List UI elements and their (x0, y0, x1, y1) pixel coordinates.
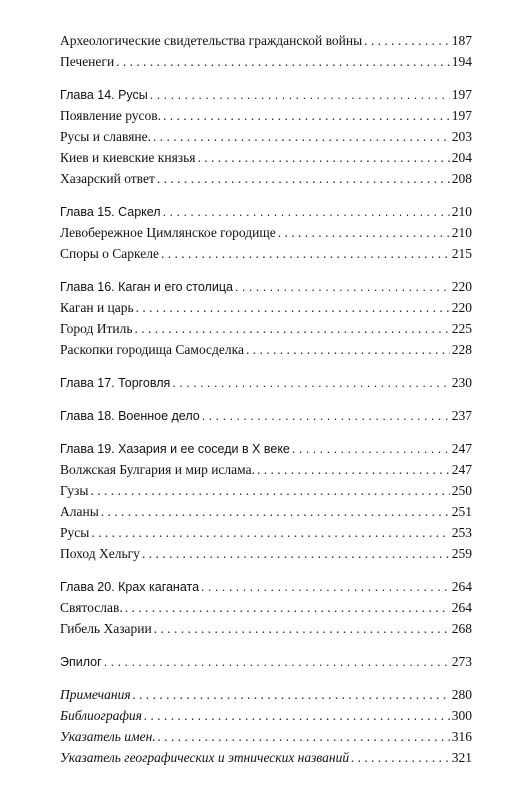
toc-chapter-entry (60, 84, 472, 105)
toc-entry-title: Святослав. (60, 600, 123, 615)
toc-entry-title: Появление русов. (60, 108, 162, 123)
dot-leader (133, 684, 450, 705)
dot-leader (136, 297, 450, 318)
section-gap (60, 360, 472, 372)
dot-leader (116, 51, 450, 72)
toc-section-entry (60, 597, 472, 618)
section-gap (60, 564, 472, 576)
toc-section-entry (60, 297, 472, 318)
toc-section-entry (60, 543, 472, 564)
dot-leader (202, 406, 450, 427)
toc-entry-title: Каган и царь (60, 300, 134, 315)
toc-entry-title: Споры о Саркеле (60, 246, 159, 261)
toc-section-entry (60, 168, 472, 189)
toc-section-entry (60, 480, 472, 501)
dot-leader (364, 30, 450, 51)
toc-section-entry (60, 105, 472, 126)
toc-entry-page-number: 194 (451, 54, 472, 69)
dot-leader (161, 243, 450, 264)
toc-chapter-entry (60, 405, 472, 426)
toc-entry-page-number: 225 (451, 321, 472, 336)
toc-entry-title: Русы (60, 525, 90, 540)
toc-entry-page-number: 247 (451, 441, 472, 456)
toc-entry-title: Русы и славяне. (60, 129, 152, 144)
toc-entry-page-number: 273 (451, 654, 472, 669)
dot-leader (163, 105, 450, 126)
toc-entry-title: Эпилог (60, 655, 102, 669)
dot-leader (172, 373, 449, 394)
toc-entry-page-number: 259 (451, 546, 472, 561)
toc-entry-page-number: 251 (451, 504, 472, 519)
toc-entry-page-number: 215 (451, 246, 472, 261)
table-of-contents (60, 30, 472, 768)
dot-leader (201, 577, 450, 598)
toc-entry-page-number: 316 (451, 729, 472, 744)
section-gap (60, 189, 472, 201)
toc-entry-page-number: 321 (451, 750, 472, 765)
toc-chapter-entry (60, 276, 472, 297)
toc-chapter-entry (60, 651, 472, 672)
toc-entry-page-number: 197 (451, 108, 472, 123)
toc-entry-title: Город Итиль (60, 321, 133, 336)
toc-entry-page-number: 210 (451, 204, 472, 219)
dot-leader (157, 168, 450, 189)
toc-entry-title: Глава 19. Хазария и ее соседи в X веке (60, 442, 290, 456)
section-gap (60, 393, 472, 405)
toc-chapter-entry (60, 576, 472, 597)
toc-entry-page-number: 253 (451, 525, 472, 540)
toc-entry-title: Глава 14. Русы (60, 88, 148, 102)
toc-chapter-entry (60, 372, 472, 393)
toc-entry-page-number: 204 (451, 150, 472, 165)
toc-appendix-entry (60, 747, 472, 768)
toc-entry-title: Археологические свидетельства гражданской войны (60, 33, 363, 48)
dot-leader (104, 652, 450, 673)
toc-entry-title: Глава 18. Военное дело (60, 409, 200, 423)
toc-entry-title: Библиография (60, 708, 142, 723)
toc-entry-page-number: 220 (451, 300, 472, 315)
toc-appendix-entry (60, 726, 472, 747)
toc-section-entry (60, 459, 472, 480)
toc-entry-title: Печенеги (60, 54, 115, 69)
toc-entry-page-number: 300 (451, 708, 472, 723)
dot-leader (90, 480, 449, 501)
toc-section-entry (60, 339, 472, 360)
dot-leader (197, 147, 449, 168)
toc-entry-page-number: 208 (451, 171, 472, 186)
toc-entry-page-number: 280 (451, 687, 472, 702)
dot-leader (351, 747, 450, 768)
dot-leader (246, 339, 450, 360)
toc-entry-title: Поход Хельгу (60, 546, 140, 561)
toc-entry-title: Левобережное Цимлянское городище (60, 225, 276, 240)
dot-leader (153, 126, 450, 147)
toc-entry-page-number: 264 (451, 579, 472, 594)
toc-entry-title: Примечания (60, 687, 131, 702)
toc-section-entry (60, 618, 472, 639)
toc-entry-page-number: 230 (451, 375, 472, 390)
dot-leader (278, 222, 450, 243)
dot-leader (235, 277, 450, 298)
toc-entry-page-number: 250 (451, 483, 472, 498)
toc-entry-page-number: 210 (451, 225, 472, 240)
dot-leader (257, 459, 450, 480)
toc-entry-title: Гибель Хазарии (60, 621, 152, 636)
toc-entry-page-number: 197 (451, 87, 472, 102)
toc-chapter-entry (60, 438, 472, 459)
toc-entry-page-number: 203 (451, 129, 472, 144)
section-gap (60, 72, 472, 84)
dot-leader (101, 501, 450, 522)
dot-leader (292, 439, 450, 460)
toc-chapter-entry (60, 201, 472, 222)
dot-leader (135, 318, 450, 339)
toc-entry-title: Глава 17. Торговля (60, 376, 171, 390)
toc-entry-page-number: 220 (451, 279, 472, 294)
toc-appendix-entry (60, 705, 472, 726)
section-gap (60, 672, 472, 684)
toc-section-entry (60, 51, 472, 72)
toc-entry-title: Волжская Булгария и мир ислама. (60, 462, 255, 477)
toc-section-entry (60, 222, 472, 243)
toc-entry-page-number: 228 (451, 342, 472, 357)
toc-entry-title: Раскопки городища Самосделка (60, 342, 244, 357)
toc-section-entry (60, 501, 472, 522)
toc-entry-title: Указатель имен. (60, 729, 156, 744)
toc-entry-title: Глава 16. Каган и его столица (60, 280, 233, 294)
dot-leader (163, 202, 450, 223)
toc-entry-page-number: 247 (451, 462, 472, 477)
toc-appendix-entry (60, 684, 472, 705)
toc-section-entry (60, 30, 472, 51)
toc-entry-page-number: 187 (451, 33, 472, 48)
dot-leader (91, 522, 449, 543)
dot-leader (125, 597, 450, 618)
toc-entry-title: Хазарский ответ (60, 171, 155, 186)
toc-entry-title: Указатель географических и этнических названий (60, 750, 350, 765)
dot-leader (158, 726, 450, 747)
toc-entry-title: Глава 15. Саркел (60, 205, 161, 219)
toc-entry-title: Гузы (60, 483, 89, 498)
toc-section-entry (60, 522, 472, 543)
section-gap (60, 426, 472, 438)
toc-section-entry (60, 126, 472, 147)
dot-leader (154, 618, 450, 639)
dot-leader (142, 543, 450, 564)
section-gap (60, 264, 472, 276)
toc-entry-title: Киев и киевские князья (60, 150, 196, 165)
dot-leader (150, 85, 450, 106)
toc-entry-title: Глава 20. Крах каганата (60, 580, 200, 594)
toc-section-entry (60, 243, 472, 264)
toc-section-entry (60, 318, 472, 339)
toc-entry-title: Аланы (60, 504, 99, 519)
toc-section-entry (60, 147, 472, 168)
toc-entry-page-number: 237 (451, 408, 472, 423)
dot-leader (144, 705, 450, 726)
section-gap (60, 639, 472, 651)
toc-entry-page-number: 268 (451, 621, 472, 636)
toc-entry-page-number: 264 (451, 600, 472, 615)
